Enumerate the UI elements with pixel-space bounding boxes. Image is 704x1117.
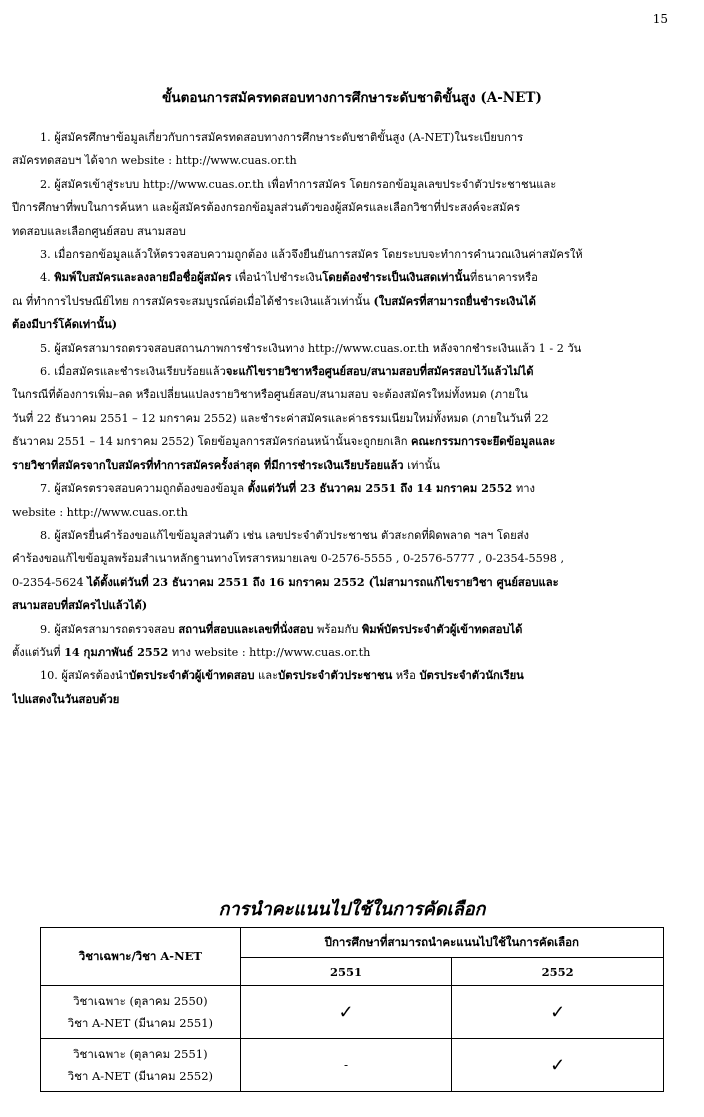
bold-text: ได้ตั้งแต่วันที่ 23 ธันวาคม 2551 ถึง 16 มกราคม 2552 (ไม่สามารถแก้ไขรายวิชา ศูนย์สอบและ	[87, 574, 559, 589]
step-1-line	[12, 149, 688, 172]
text: website : http://www.cuas.or.th	[12, 505, 188, 519]
step-6-line	[12, 454, 688, 477]
text: คำร้องขอแก้ไขข้อมูลพร้อมสำเนาหลักฐานทางโทรสารหมายเลข 0-2576-5555 , 0-2576-5777 , 0-2354-5598 ,	[12, 552, 565, 566]
bold-text: สถานที่สอบและเลขที่นั่งสอบ	[178, 621, 314, 636]
row-subject	[41, 986, 241, 1039]
text: 4.	[40, 271, 55, 285]
row-subject-line: วิชา A-NET (มีนาคม 2551)	[67, 1016, 214, 1030]
row-subject-line: วิชาเฉพาะ (ตุลาคม 2551)	[73, 1047, 208, 1061]
bold-text: บัตรประจำตัวประชาชน	[278, 668, 393, 683]
step-6-line	[12, 430, 688, 453]
step-4-line	[12, 290, 688, 313]
text: ธันวาคม 2551 – 14 มกราคม 2552) โดยข้อมูลการสมัครก่อนหน้านั้นจะถูกยกเลิก	[12, 435, 412, 449]
text: ทาง website : http://www.cuas.or.th	[168, 645, 371, 659]
text: ณ ที่ทำการไปรษณีย์ไทย การสมัครจะสมบูรณ์ต่อเมื่อได้ชำระเงินแล้วเท่านั้น	[12, 294, 374, 308]
header-year: 2551	[240, 958, 452, 986]
step-9-line	[12, 641, 688, 664]
text: 2. ผู้สมัครเข้าสู่ระบบ http://www.cuas.or.th เพื่อทำการสมัคร โดยกรอกข้อมูลเลขประจำตัวประชาชนและ	[40, 177, 557, 191]
text: สมัครทดสอบฯ ได้จาก website : http://www.cuas.or.th	[12, 154, 297, 168]
bold-text: (ใบสมัครที่สามารถยื่นชำระเงินได้	[373, 293, 536, 308]
step-7-line	[12, 501, 688, 524]
text: 9. ผู้สมัครสามารถตรวจสอบ	[40, 622, 179, 636]
step-2-line	[12, 173, 688, 196]
text: 0-2354-5624	[12, 575, 88, 589]
text: 3. เมื่อกรอกข้อมูลแล้วให้ตรวจสอบความถูกต้อง แล้วจึงยืนยันการสมัคร โดยระบบจะทำการคำนวณเงินค่าสมัครให้	[40, 248, 583, 262]
text: พร้อมกับ	[313, 622, 362, 636]
step-4-line	[12, 313, 688, 336]
bold-text: ตั้งแต่วันที่ 23 ธันวาคม 2551 ถึง 14 มกราคม 2552	[247, 481, 513, 496]
step-2-line	[12, 220, 688, 243]
row-subject-line: วิชาเฉพาะ (ตุลาคม 2550)	[73, 994, 208, 1008]
text: 10. ผู้สมัครต้องนำ	[40, 669, 129, 683]
step-3-line	[12, 243, 688, 266]
header-year-group: ปีการศึกษาที่สามารถนำคะแนนไปใช้ในการคัดเลือก	[240, 928, 663, 958]
bold-text: ต้องมีบาร์โค้ดเท่านั้น)	[12, 317, 118, 332]
check-mark: ✓	[240, 986, 452, 1039]
bold-text: รายวิชาที่สมัครจากใบสมัครที่ทำการสมัครครั้งล่าสุด ที่มีการชำระเงินเรียบร้อยแล้ว	[12, 457, 404, 472]
table-row	[41, 986, 664, 1039]
step-8-line	[12, 547, 688, 570]
check-mark: ✓	[452, 1039, 664, 1092]
step-4-line	[12, 266, 688, 289]
text: 1. ผู้สมัครศึกษาข้อมูลเกี่ยวกับการสมัครทดสอบทางการศึกษาระดับชาติขั้นสูง (A-NET)ในระเบียบการ	[40, 131, 524, 144]
step-7-line	[12, 477, 688, 500]
text: ทดสอบและเลือกศูนย์สอบ สนามสอบ	[12, 224, 186, 238]
step-10-line	[12, 688, 688, 711]
text: ปีการศึกษาที่พบในการค้นหา และผู้สมัครต้องกรอกข้อมูลส่วนตัวของผู้สมัครและเลือกวิชาที่ประสงค์จะสมัคร	[12, 201, 521, 215]
text: และ	[254, 669, 279, 683]
text: 8. ผู้สมัครยื่นคำร้องขอแก้ไขข้อมูลส่วนตัว เช่น เลขประจำตัวประชาชน ตัวสะกดที่ผิดพลาด ฯลฯ โดยส่ง	[40, 528, 530, 542]
header-subject: วิชาเฉพาะ/วิชา A-NET	[41, 928, 241, 986]
step-5-line	[12, 337, 688, 360]
text: 6. เมื่อสมัครและชำระเงินเรียบร้อยแล้ว	[40, 365, 226, 379]
bold-text: สนามสอบที่สมัครไปแล้วได้)	[12, 598, 148, 613]
text: เพื่อนำไปชำระเงิน	[231, 271, 323, 285]
text: หรือ	[392, 669, 420, 683]
text: ในกรณีที่ต้องการเพิ่ม–ลด หรือเปลี่ยนแปลงรายวิชาหรือศูนย์สอบ/สนามสอบ จะต้องสมัครใหม่ทั้งหมด (ภายใน	[12, 388, 528, 402]
steps-list	[12, 126, 688, 711]
table-row	[41, 1039, 664, 1092]
dash-mark: -	[240, 1039, 452, 1092]
step-8-line	[12, 524, 688, 547]
score-usage-table	[40, 927, 664, 1092]
step-9-line	[12, 618, 688, 641]
bold-text: บัตรประจำตัวผู้เข้าทดสอบ	[128, 668, 255, 683]
step-1-line	[12, 126, 688, 149]
bold-text: 14 กุมภาพันธ์ 2552	[64, 644, 169, 659]
step-2-line	[12, 196, 688, 219]
step-8-line	[12, 594, 688, 617]
bold-text: ไปแสดงในวันสอบด้วย	[12, 691, 120, 706]
step-6-line	[12, 383, 688, 406]
step-6-line	[12, 407, 688, 430]
step-10-line	[12, 664, 688, 687]
text: ตั้งแต่วันที่	[12, 645, 65, 659]
text: 7. ผู้สมัครตรวจสอบความถูกต้องของข้อมูล	[40, 482, 248, 496]
text: ทาง	[512, 482, 535, 496]
header-year: 2552	[452, 958, 664, 986]
page-title: ขั้นตอนการสมัครทดสอบทางการศึกษาระดับชาติขั้นสูง (A-NET)	[162, 90, 542, 106]
bold-text: คณะกรรมการจะยึดข้อมูลและ	[411, 434, 556, 449]
bold-text: จะแก้ไขรายวิชาหรือศูนย์สอบ/สนามสอบที่สมัครสอบไว้แล้วไม่ได้	[225, 364, 534, 379]
page-number: 15	[652, 12, 668, 26]
text: ที่ธนาคารหรือ	[469, 271, 538, 285]
row-subject	[41, 1039, 241, 1092]
text: 5. ผู้สมัครสามารถตรวจสอบสถานภาพการชำระเงินทาง http://www.cuas.or.th หลังจากชำระเงินแล้ว 1 - 2 วัน	[40, 341, 582, 355]
bold-text: พิมพ์บัตรประจำตัวผู้เข้าทดสอบได้	[361, 621, 523, 636]
bold-text: พิมพ์ใบสมัครและลงลายมือชื่อผู้สมัคร	[54, 270, 232, 285]
bold-text: บัตรประจำตัวนักเรียน	[419, 668, 524, 683]
row-subject-line: วิชา A-NET (มีนาคม 2552)	[67, 1069, 214, 1083]
bold-text: โดยต้องชำระเป็นเงินสดเท่านั้น	[322, 270, 470, 285]
section-title: การนำคะแนนไปใช้ในการคัดเลือก	[218, 899, 486, 920]
step-8-line	[12, 571, 688, 594]
check-mark: ✓	[452, 986, 664, 1039]
text: วันที่ 22 ธันวาคม 2551 – 12 มกราคม 2552) และชำระค่าสมัครและค่าธรรมเนียมใหม่ทั้งหมด (ภายในวันที่ 22	[12, 411, 549, 425]
text: เท่านั้น	[403, 458, 440, 472]
step-6-line	[12, 360, 688, 383]
